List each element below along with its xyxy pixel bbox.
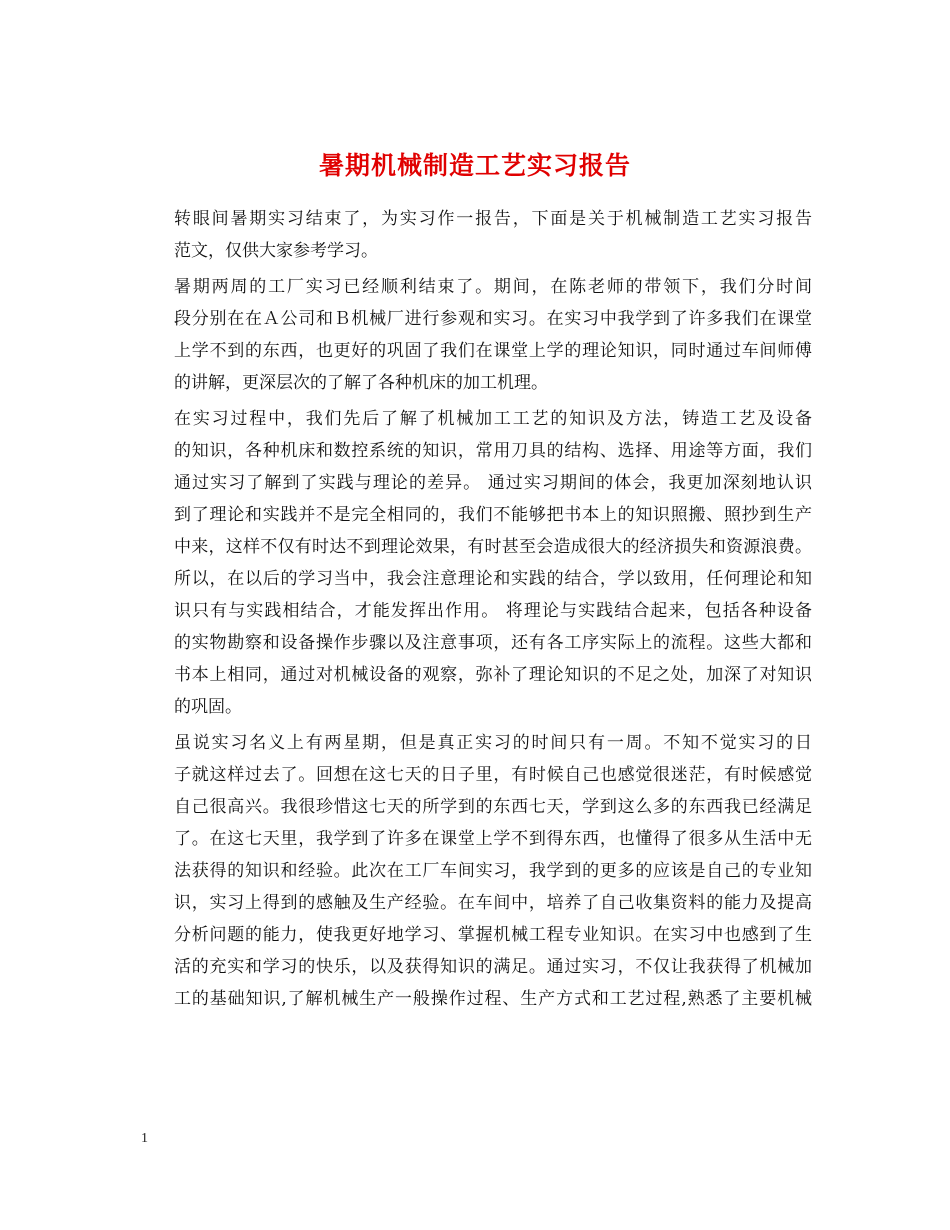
paragraph-line: 中来，这样不仅有时达不到理论效果，有时甚至会造成很大的经济损失和资源浪费。 — [174, 537, 812, 557]
paragraph-line: 分析问题的能力，使我更好地学习、掌握机械工程专业知识。在实习中也感到了生 — [174, 925, 812, 945]
paragraph-line: 活的充实和学习的快乐，以及获得知识的满足。通过实习，不仅让我获得了机械加 — [174, 957, 812, 977]
paragraph-line: 书本上相同，通过对机械设备的观察，弥补了理论知识的不足之处，加深了对知识 — [174, 665, 812, 685]
paragraph-line: 的实物勘察和设备操作步骤以及注意事项，还有各工序实际上的流程。这些大都和 — [174, 633, 812, 653]
page-number: 1 — [141, 1131, 148, 1146]
paragraph-line: 自己很高兴。我很珍惜这七天的所学到的东西七天，学到这么多的东西我已经满足 — [174, 797, 812, 817]
paragraph-2 — [140, 271, 812, 399]
paragraph-line: 识只有与实践相结合，才能发挥出作用。 将理论与实践结合起来，包括各种设备 — [174, 601, 812, 621]
paragraph-line: 识，实习上得到的感触及生产经验。在车间中，培养了自己收集资料的能力及提高 — [174, 893, 812, 913]
paragraph-line: 暑期两周的工厂实习已经顺利结束了。期间，在陈老师的带领下，我们分时间 — [174, 277, 812, 297]
paragraph-line: 在实习过程中，我们先后了解了机械加工工艺的知识及方法，铸造工艺及设备 — [174, 409, 812, 429]
paragraph-line: 了。在这七天里，我学到了许多在课堂上学不到得东西，也懂得了很多从生活中无 — [174, 829, 812, 849]
document-title: 暑期机械制造工艺实习报告 — [318, 150, 631, 180]
paragraph-line: 的巩固。 — [174, 697, 242, 717]
paragraph-line: 所以，在以后的学习当中，我会注意理论和实践的结合，学以致用，任何理论和知 — [174, 569, 812, 589]
paragraph-line: 工的基础知识,了解机械生产一般操作过程、生产方式和工艺过程,熟悉了主要机械 — [174, 989, 812, 1009]
paragraph-line: 通过实习了解到了实践与理论的差异。 通过实习期间的体会，我更加深刻地认识 — [174, 473, 812, 493]
document-body — [140, 203, 812, 1019]
paragraph-4 — [140, 727, 812, 1015]
paragraph-line: 的讲解，更深层次的了解了各种机床的加工机理。 — [174, 373, 548, 393]
paragraph-line: 转眼间暑期实习结束了，为实习作一报告，下面是关于机械制造工艺实习报告 — [174, 209, 812, 229]
paragraph-line: 法获得的知识和经验。此次在工厂车间实习，我学到的更多的应该是自己的专业知 — [174, 861, 812, 881]
paragraph-line: 段分别在在Ａ公司和Ｂ机械厂进行参观和实习。在实习中我学到了许多我们在课堂 — [174, 309, 812, 329]
paragraph-line: 的知识，各种机床和数控系统的知识，常用刀具的结构、选择、用途等方面，我们 — [174, 441, 812, 461]
paragraph-line: 范文，仅供大家参考学习。 — [174, 241, 378, 261]
paragraph-line: 到了理论和实践并不是完全相同的，我们不能够把书本上的知识照搬、照抄到生产 — [174, 505, 812, 525]
paragraph-3 — [140, 403, 812, 723]
paragraph-1 — [140, 203, 812, 267]
paragraph-line: 虽说实习名义上有两星期，但是真正实习的时间只有一周。不知不觉实习的日 — [174, 733, 812, 753]
paragraph-line: 上学不到的东西，也更好的巩固了我们在课堂上学的理论知识，同时通过车间师傅 — [174, 341, 812, 361]
paragraph-line: 子就这样过去了。回想在这七天的日子里，有时候自己也感觉很迷茫，有时候感觉 — [174, 765, 812, 785]
